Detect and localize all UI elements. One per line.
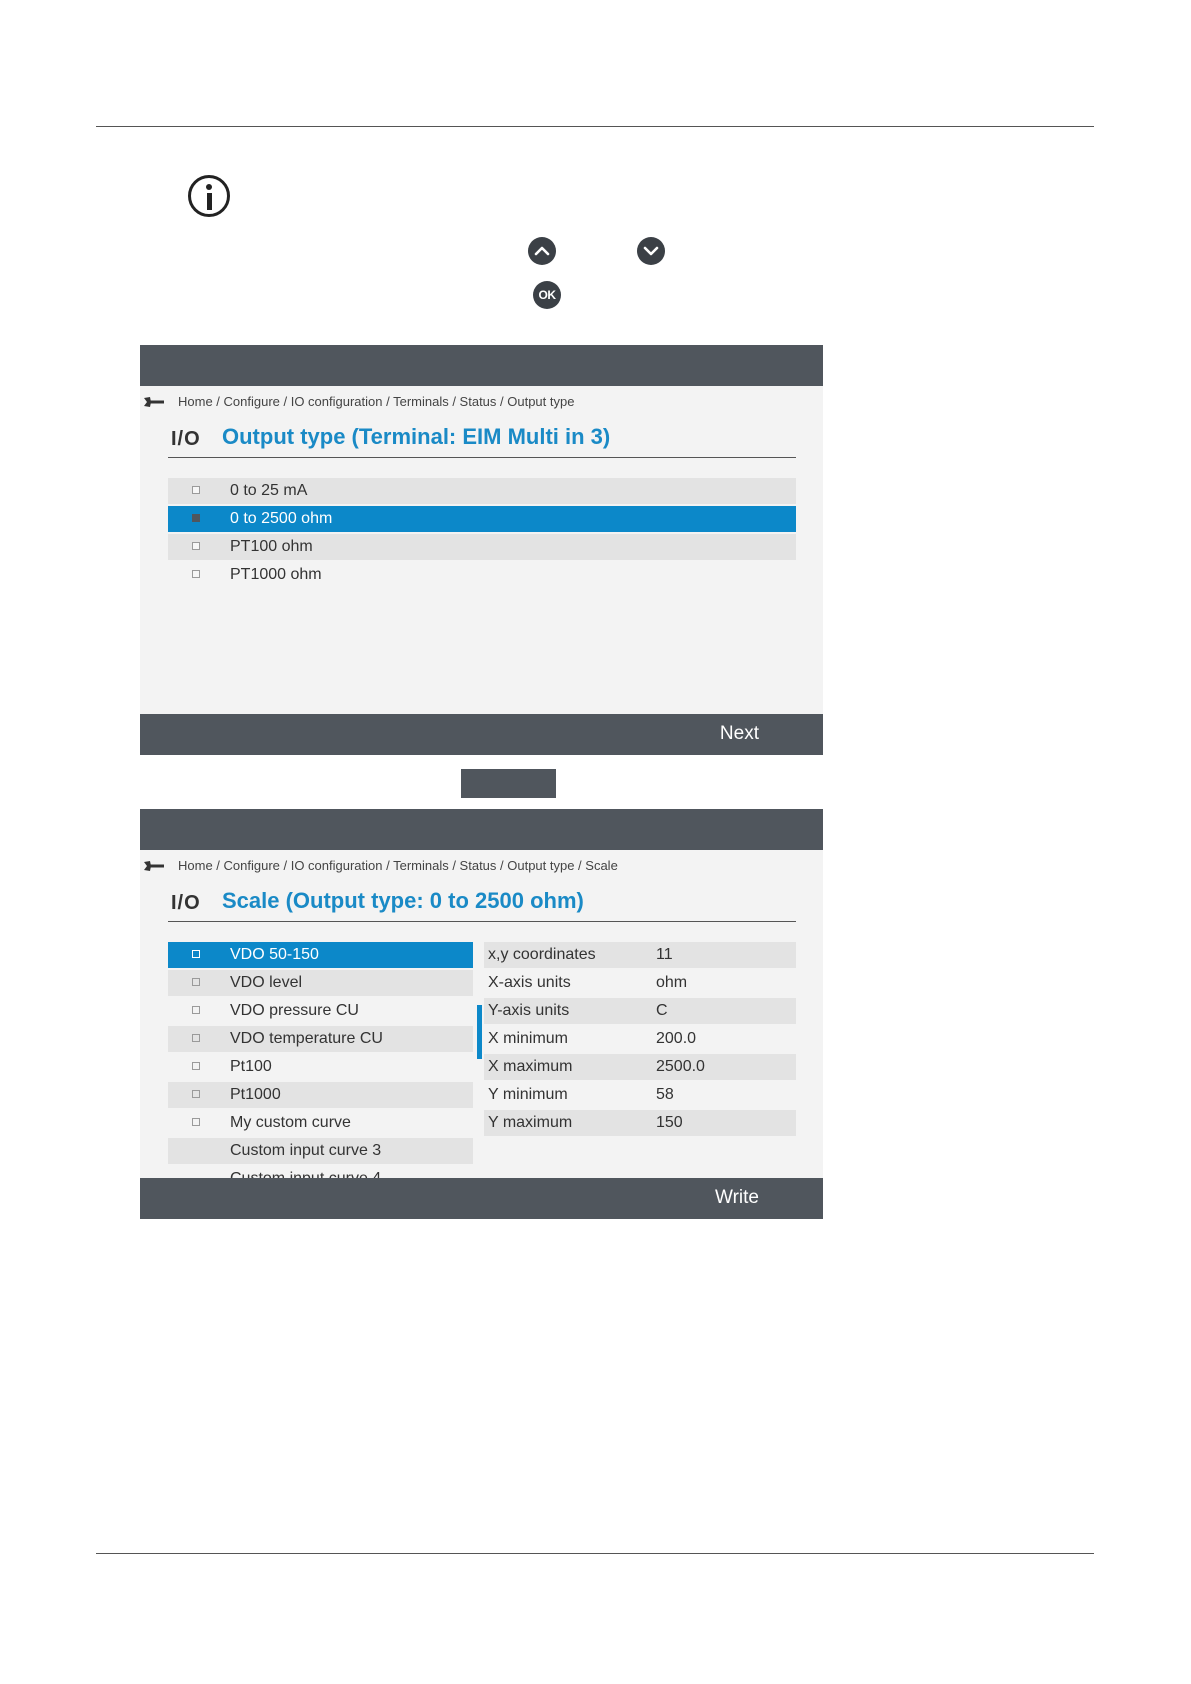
breadcrumb: Home / Configure / IO configuration / Terminals / Status / Output type (178, 394, 575, 409)
property-key: Y-axis units (488, 1002, 570, 1019)
page-title: Output type (Terminal: EIM Multi in 3) (222, 424, 611, 449)
screen-bottom-bar (140, 1178, 823, 1219)
info-circle-icon (188, 175, 230, 217)
checkbox-icon (192, 1034, 200, 1042)
property-row (484, 1082, 796, 1108)
property-value: 58 (656, 1086, 674, 1103)
page-title: Scale (Output type: 0 to 2500 ohm) (222, 888, 584, 913)
property-row (484, 1026, 796, 1052)
curve-label: My custom curve (230, 1114, 351, 1131)
curve-label: Pt1000 (230, 1086, 281, 1103)
option-label: 0 to 2500 ohm (230, 510, 333, 527)
property-row (484, 1110, 796, 1136)
curve-list-item[interactable] (168, 970, 473, 996)
ok-key-icon (533, 281, 561, 309)
checkbox-icon (192, 1118, 200, 1126)
property-key: X-axis units (488, 974, 571, 991)
title-divider (168, 921, 796, 922)
curve-label: VDO 50-150 (230, 946, 319, 963)
curve-list-item[interactable] (168, 1138, 473, 1164)
checkbox-icon (192, 1006, 200, 1014)
chevron-down-icon (637, 237, 665, 265)
ok-key-label: OK (538, 288, 556, 302)
curve-label: VDO level (230, 974, 303, 991)
checkbox-icon (192, 978, 200, 986)
checkbox-icon (192, 486, 200, 494)
curve-list-item[interactable] (168, 942, 473, 968)
screen-transition-tab (461, 769, 556, 798)
property-value: 11 (656, 946, 673, 963)
wrench-icon (144, 861, 164, 871)
curve-list-item[interactable] (168, 1026, 473, 1052)
output-type-option[interactable] (168, 478, 796, 504)
scale-screen (140, 809, 823, 1219)
output-type-option[interactable] (168, 534, 796, 560)
curve-list-item[interactable] (168, 998, 473, 1024)
property-key: Y maximum (488, 1114, 573, 1131)
curve-list-item[interactable] (168, 1082, 473, 1108)
checkbox-icon (192, 542, 200, 550)
io-logo: I/O (171, 892, 201, 914)
property-key: Y minimum (488, 1086, 568, 1103)
output-type-option[interactable] (168, 506, 796, 532)
checkbox-icon (192, 570, 200, 578)
io-logo: I/O (171, 428, 201, 450)
screen-top-bar (140, 345, 823, 386)
option-label: PT1000 ohm (230, 566, 322, 583)
curve-label: Pt100 (230, 1058, 272, 1075)
property-key: X minimum (488, 1030, 569, 1047)
property-row (484, 970, 796, 996)
write-button[interactable]: Write (715, 1187, 759, 1208)
curve-label: VDO temperature CU (230, 1030, 383, 1047)
screen-top-bar (140, 809, 823, 850)
curve-list-item[interactable] (168, 1054, 473, 1080)
curve-label: Custom input curve 3 (230, 1142, 382, 1159)
breadcrumb: Home / Configure / IO configuration / Terminals / Status / Output type / Scale (178, 858, 618, 873)
property-row (484, 1054, 796, 1080)
curve-list (168, 942, 473, 1177)
property-value: C (656, 1002, 668, 1019)
property-value: 150 (656, 1114, 683, 1131)
property-key: x,y coordinates (488, 946, 596, 963)
property-key: X maximum (488, 1058, 573, 1075)
option-label: 0 to 25 mA (230, 482, 308, 499)
checkbox-icon (192, 1062, 200, 1070)
footer-rule (96, 1553, 1094, 1554)
property-value: ohm (656, 974, 688, 991)
option-label: PT100 ohm (230, 538, 313, 555)
screen-bottom-bar (140, 714, 823, 755)
property-row (484, 998, 796, 1024)
scroll-indicator[interactable] (477, 1005, 482, 1059)
checkbox-icon (192, 950, 200, 958)
checkbox-icon (192, 1090, 200, 1098)
output-type-screen (140, 345, 823, 755)
property-row (484, 942, 796, 968)
next-button[interactable]: Next (719, 723, 759, 744)
checkbox-icon (192, 514, 200, 522)
output-type-option[interactable] (168, 562, 796, 588)
header-rule (96, 126, 1094, 127)
property-value: 2500.0 (656, 1058, 705, 1075)
property-value: 200.0 (656, 1030, 697, 1047)
wrench-icon (144, 397, 164, 407)
chevron-up-icon (528, 237, 556, 265)
title-divider (168, 457, 796, 458)
curve-list-item[interactable] (168, 1110, 473, 1136)
curve-label: VDO pressure CU (230, 1002, 359, 1019)
